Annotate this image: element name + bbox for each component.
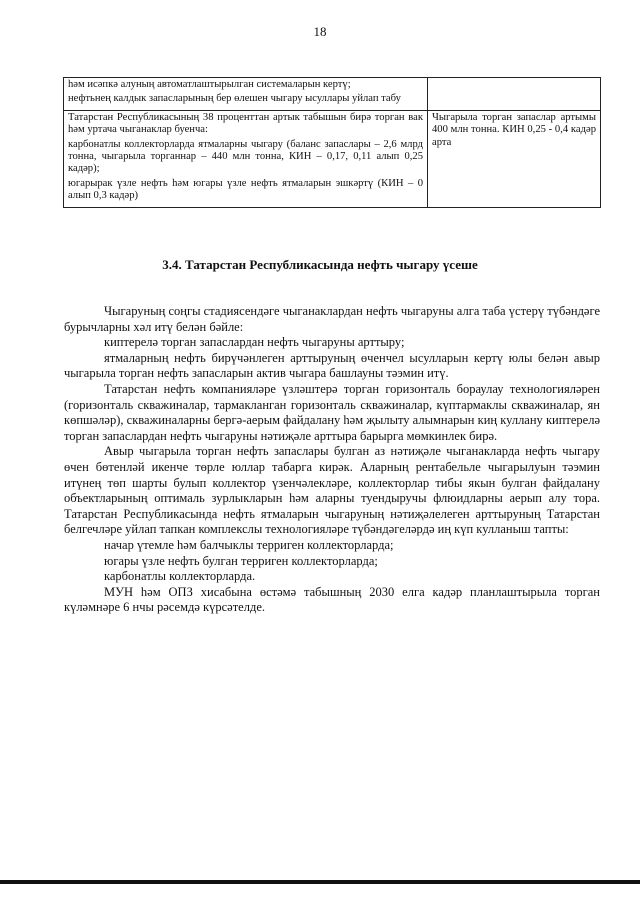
- paragraph: Татарстан нефть компанияләре үзләштерә торган горизонталь бораулау технологияләрен (горизонталь скважиналар, тармакланган горизонталь скважиналар, күптармаклы скважиналар, ян көпшәләр), скважиналарны бергә-аерым файдалану һәм җылыту алымнарын киң куллану киптерелә торган запаслардан нефть чыгаруны нәтиҗәле арттыра барырга мөмкинлек бирә.: [64, 381, 600, 443]
- table-row: [64, 78, 601, 111]
- table-cell-measures: [64, 110, 428, 207]
- paragraph: Авыр чыгарыла торган нефть запаслары булган аз нәтиҗәле чыганакларда нефть чыгару өчен бөтенләй икенче төрле юллар табарга кирәк. Аларның рентабельле чыгарылуын тәэмин итүнең төп шарты булып коллектор үзенчәлекләре, коллекторлар тибы якын булган файдалану объектларының оптималь зурлыкларын һәм аларны туендыручы флюидларны аерып алу тора. Татарстан Республикасында нефть ятмаларын чыгаруның нәтиҗәлелеген арттыруның Татарстан белгечләре уйлап тапкан комплекслы технологияләре түбәндәгеләрдә иң күп кулланыш тапты:: [64, 444, 600, 537]
- table-cell-text: һәм исәпкә алуның автоматлаштырылган системаларын кертү;: [68, 79, 351, 90]
- paragraph: МУН һәм ОПЗ хисабына өстәмә табышның 2030 елга кадәр планлаштырыла торган күләмнәре 6 нчы рәсемдә күрсәтелде.: [64, 584, 600, 615]
- table-cell-results: [428, 78, 601, 111]
- table-cell-text: Чыгарыла торган запаслар артымы 400 млн тонна. КИН 0,25 - 0,4 кадәр арта: [432, 111, 596, 148]
- scan-edge-bar: [0, 880, 640, 884]
- section-body: [64, 304, 600, 616]
- table-cell-text: югарырак үзле нефть һәм югары үзле нефть ятмаларын эшкәртү (КИН – 0 алып 0,3 кадәр): [68, 177, 423, 202]
- section-heading: 3.4. Татарстан Республикасында нефть чыгару үсеше: [162, 257, 478, 272]
- table-cell-measures: [64, 78, 428, 111]
- list-item: начар үтемле һәм балчыклы терриген коллекторларда;: [104, 537, 394, 552]
- table-cell-text: карбонатлы коллекторларда ятмаларны чыгару (баланс запаслары – 2,6 млрд тонна, чыгарыла торганнар – 440 млн тонна, КИН – 0,17, 0,11 алып 0,25 кадәр);: [68, 138, 423, 175]
- table-row: [64, 110, 601, 207]
- paragraph: ятмаларның нефть бирүчәнлеген арттыруның өченчел ысулларын кертү юлы белән авыр чыгарыла торган нефть запасларын актив чыгара башлауны тәэмин итү.: [64, 350, 600, 381]
- table-cell-text: Татарстан Республикасының 38 проценттан артык табышын бирә торган вак һәм уртача чыганаклар буенча:: [68, 111, 423, 136]
- list-item: югары үзле нефть булган терриген коллекторларда;: [104, 553, 378, 568]
- page-number: 18: [313, 24, 327, 39]
- measures-table: [63, 77, 601, 208]
- paragraph: Чыгаруның соңгы стадиясендәге чыганаклардан нефть чыгаруны алга таба үстерү түбәндәге бурычларны хәл итү белән бәйле:: [64, 304, 600, 334]
- table-cell-results: [428, 110, 601, 207]
- paragraph: киптерелә торган запаслардан нефть чыгаруны арттыру;: [104, 335, 405, 350]
- list-item: карбонатлы коллекторларда.: [104, 569, 256, 584]
- table-cell-text: нефтьнең калдык запасларының бер өлешен чыгару ысуллары уйлап табу: [68, 93, 401, 105]
